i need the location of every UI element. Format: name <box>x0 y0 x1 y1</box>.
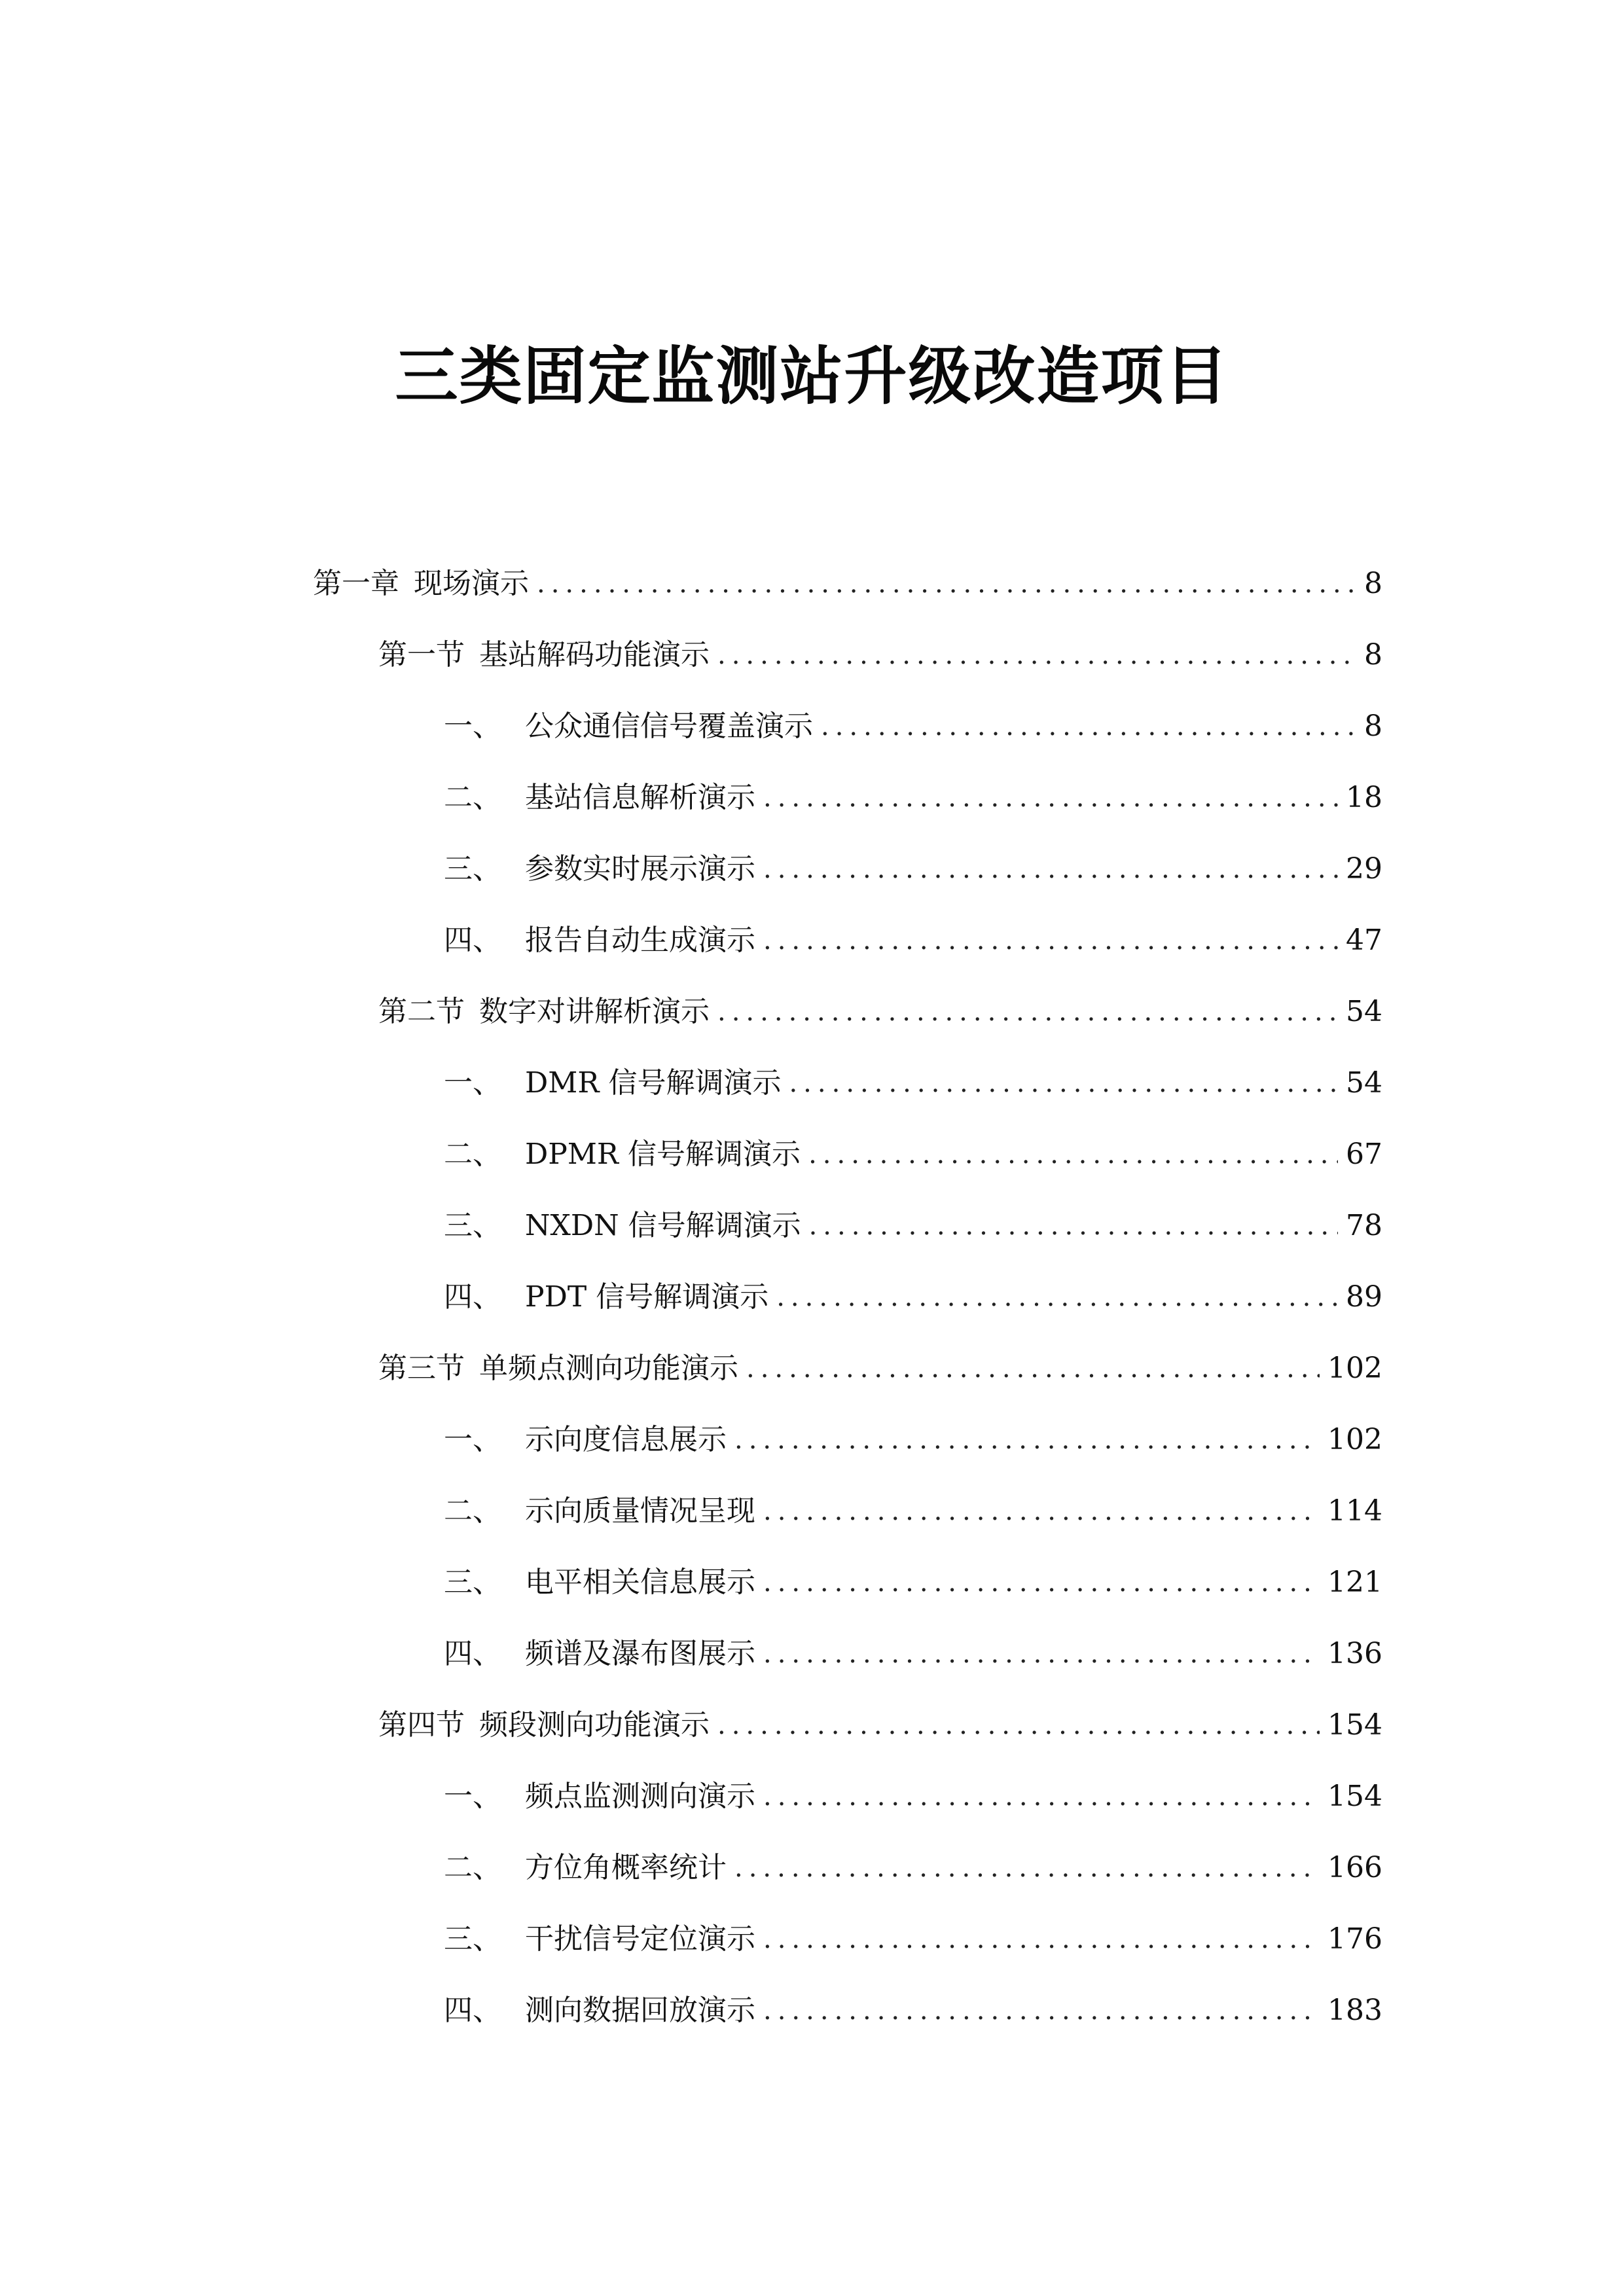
toc-entry-label: 方位角概率统计 <box>525 1851 727 1884</box>
toc-entry-number: 第一章 <box>313 567 399 600</box>
toc-entry-number: 第四节 <box>378 1708 465 1742</box>
toc-dot-leader <box>537 558 1356 610</box>
toc-entry-number: 三、 <box>444 1209 501 1242</box>
toc-entry-page: 67 <box>1346 1138 1382 1171</box>
toc-dot-leader <box>734 1414 1320 1466</box>
toc-entry-label: 单频点测向功能演示 <box>479 1352 738 1385</box>
toc-entry-number: 第三节 <box>378 1352 465 1385</box>
toc-entry-label: 频谱及瀑布图展示 <box>525 1637 755 1670</box>
toc-dot-leader <box>776 1271 1338 1323</box>
toc-entry-number: 四、 <box>444 924 501 957</box>
toc-entry-number: 三、 <box>444 1922 501 1956</box>
toc-entry-number: 第一节 <box>378 638 465 672</box>
toc-dot-leader <box>808 1128 1338 1181</box>
toc-dot-leader <box>763 1628 1320 1680</box>
toc-entry-label: 参数实时展示演示 <box>525 852 755 886</box>
toc-entry-number: 一、 <box>444 1423 501 1456</box>
toc-entry[interactable] <box>378 986 1382 1038</box>
toc-entry-label: PDT 信号解调演示 <box>525 1280 769 1314</box>
toc-entry-number: 三、 <box>444 1566 501 1599</box>
toc-entry-label: 电平相关信息展示 <box>525 1566 755 1599</box>
toc-entry-page: 102 <box>1327 1352 1382 1385</box>
toc-entry-page: 176 <box>1327 1922 1382 1956</box>
toc-entry-label: 数字对讲解析演示 <box>479 995 710 1028</box>
toc-entry[interactable] <box>444 1770 1382 1823</box>
toc-dot-leader <box>717 986 1338 1038</box>
toc-entry[interactable] <box>444 914 1382 967</box>
toc-entry-label: 基站解码功能演示 <box>479 638 710 672</box>
toc-entry-page: 154 <box>1327 1780 1382 1813</box>
toc-entry-number: 一、 <box>444 1066 501 1100</box>
toc-entry-label: 频段测向功能演示 <box>479 1708 710 1742</box>
toc-entry[interactable] <box>444 700 1382 753</box>
toc-dot-leader <box>763 772 1338 824</box>
toc-dot-leader <box>717 629 1356 681</box>
toc-entry-number: 第二节 <box>378 995 465 1028</box>
toc-entry-number: 四、 <box>444 1637 501 1670</box>
toc-entry[interactable] <box>444 843 1382 895</box>
toc-entry-label: DPMR 信号解调演示 <box>525 1138 801 1171</box>
toc-entry-number: 四、 <box>444 1994 501 2027</box>
toc-dot-leader <box>734 1842 1320 1894</box>
toc-entry-page: 114 <box>1327 1494 1382 1528</box>
toc-entry[interactable] <box>444 1842 1382 1894</box>
toc-entry[interactable] <box>444 1057 1382 1109</box>
toc-entry-page: 89 <box>1346 1280 1382 1314</box>
toc-entry-number: 一、 <box>444 1780 501 1813</box>
toc-dot-leader <box>763 1485 1320 1537</box>
toc-entry-page: 136 <box>1327 1637 1382 1670</box>
toc-entry[interactable] <box>378 1699 1382 1751</box>
toc-entry-page: 47 <box>1346 924 1382 957</box>
toc-entry-page: 166 <box>1327 1851 1382 1884</box>
toc-entry-number: 二、 <box>444 1138 501 1171</box>
toc-entry-page: 78 <box>1346 1209 1382 1242</box>
toc-entry-page: 102 <box>1327 1423 1382 1456</box>
toc-dot-leader <box>809 1200 1338 1252</box>
toc-dot-leader <box>789 1057 1338 1109</box>
toc-entry[interactable] <box>444 1628 1382 1680</box>
toc-entry-page: 8 <box>1364 638 1382 672</box>
toc-entry[interactable] <box>444 1414 1382 1466</box>
toc-dot-leader <box>746 1342 1320 1395</box>
toc-entry-label: 示向质量情况呈现 <box>525 1494 755 1528</box>
toc-entry-number: 二、 <box>444 1494 501 1528</box>
toc-entry-label: NXDN 信号解调演示 <box>525 1209 801 1242</box>
toc-entry[interactable] <box>444 1556 1382 1609</box>
toc-entry-page: 183 <box>1327 1994 1382 2027</box>
toc-entry-label: 干扰信号定位演示 <box>525 1922 755 1956</box>
toc-entry[interactable] <box>313 558 1382 610</box>
toc-entry[interactable] <box>378 629 1382 681</box>
toc-entry[interactable] <box>444 1271 1382 1323</box>
toc-dot-leader <box>821 700 1356 753</box>
toc-dot-leader <box>763 843 1338 895</box>
toc-dot-leader <box>763 1770 1320 1823</box>
toc-entry-page: 8 <box>1364 567 1382 600</box>
toc-entry-label: 现场演示 <box>414 567 529 600</box>
toc-entry-label: 频点监测测向演示 <box>525 1780 755 1813</box>
toc-entry-label: 公众通信信号覆盖演示 <box>525 709 813 743</box>
toc-entry-page: 121 <box>1327 1566 1382 1599</box>
document-title: 三类固定监测站升级改造项目 <box>395 340 1229 413</box>
toc-entry-page: 54 <box>1346 995 1382 1028</box>
toc-entry[interactable] <box>444 772 1382 824</box>
toc-entry-page: 8 <box>1364 709 1382 743</box>
toc-entry-label: 测向数据回放演示 <box>525 1994 755 2027</box>
toc-entry[interactable] <box>378 1342 1382 1395</box>
toc-entry[interactable] <box>444 1128 1382 1181</box>
toc-entry-number: 二、 <box>444 1851 501 1884</box>
toc-entry[interactable] <box>444 1984 1382 2037</box>
toc-entry-page: 154 <box>1327 1708 1382 1742</box>
toc-entry-label: 报告自动生成演示 <box>525 924 755 957</box>
toc-entry[interactable] <box>444 1913 1382 1965</box>
toc-dot-leader <box>717 1699 1320 1751</box>
toc-dot-leader <box>763 1556 1320 1609</box>
toc-entry-number: 一、 <box>444 709 501 743</box>
toc-dot-leader <box>763 914 1338 967</box>
toc-entry-number: 二、 <box>444 781 501 814</box>
toc-entry[interactable] <box>444 1200 1382 1252</box>
toc-entry-label: 基站信息解析演示 <box>525 781 755 814</box>
toc-entry-label: 示向度信息展示 <box>525 1423 727 1456</box>
toc-dot-leader <box>763 1913 1320 1965</box>
toc-entry-page: 54 <box>1346 1066 1382 1100</box>
toc-entry-page: 18 <box>1346 781 1382 814</box>
toc-entry-number: 三、 <box>444 852 501 886</box>
toc-dot-leader <box>763 1984 1320 2037</box>
toc-entry-label: DMR 信号解调演示 <box>525 1066 782 1100</box>
toc-entry-number: 四、 <box>444 1280 501 1314</box>
toc-entry[interactable] <box>444 1485 1382 1537</box>
toc-entry-page: 29 <box>1346 852 1382 886</box>
